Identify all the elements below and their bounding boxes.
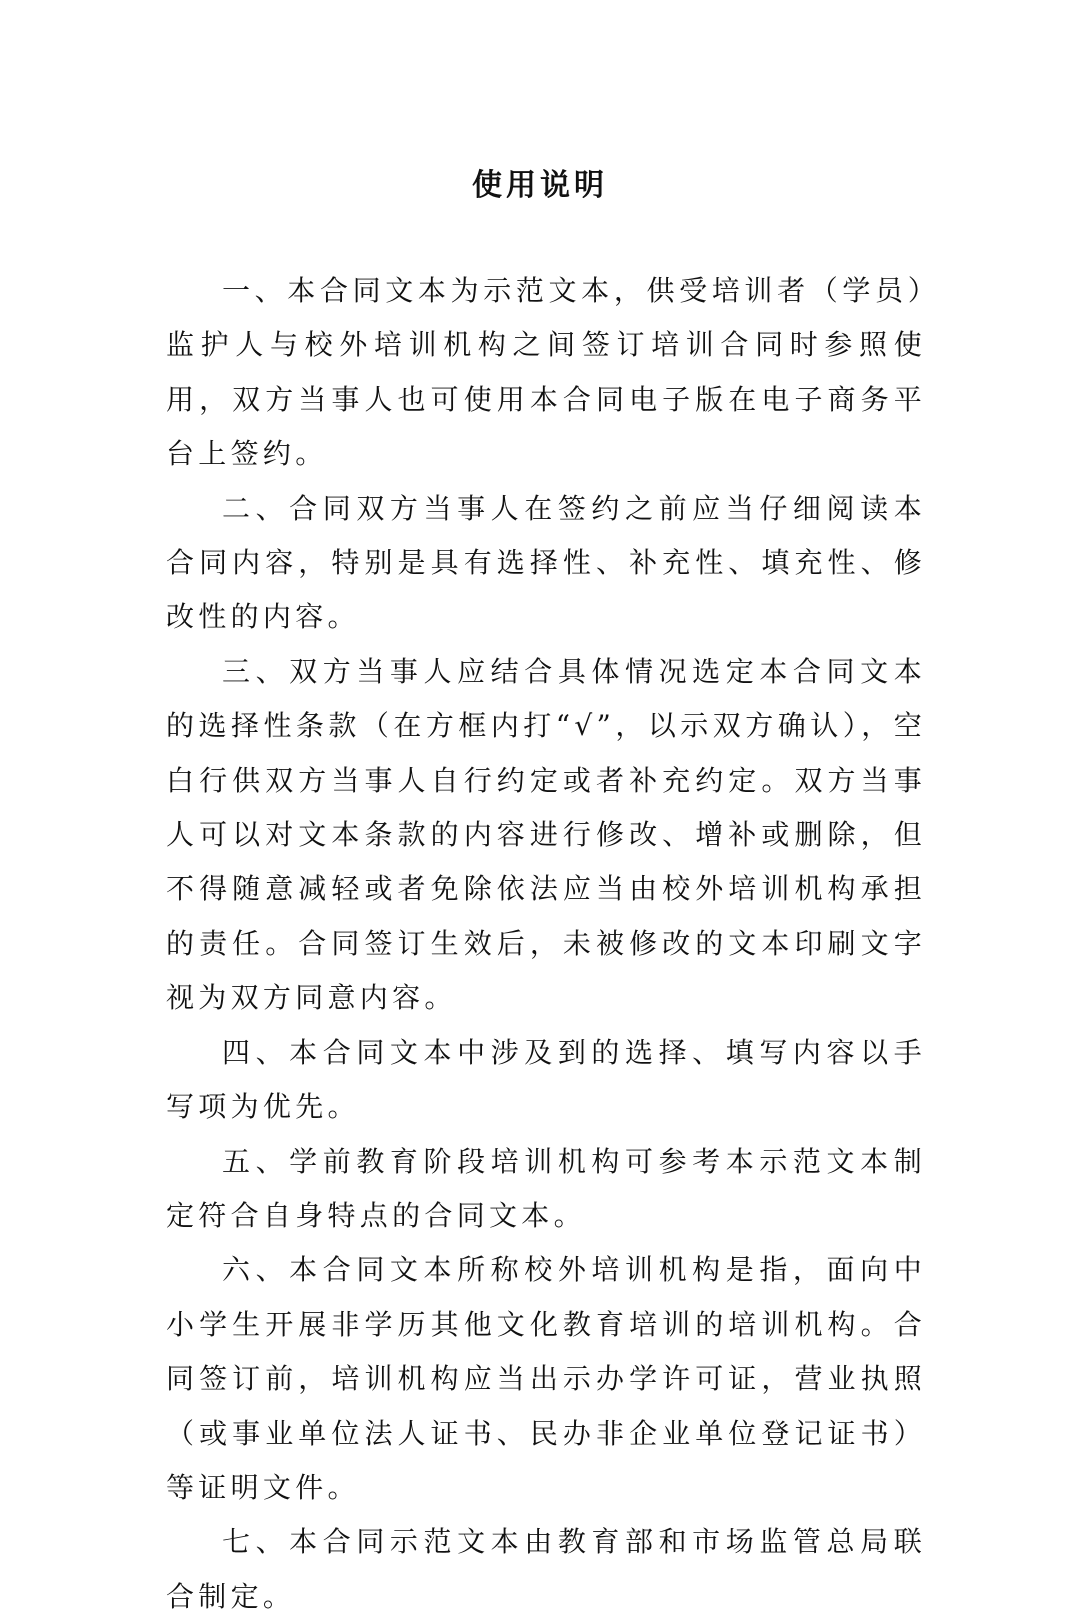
paragraph-1: 一、本合同文本为示范文本，供受培训者（学员）监护人与校外培训机构之间签订培训合同时参照使用，双方当事人也可使用本合同电子版在电子商务平台上签约。 [166, 274, 926, 471]
paragraph-4: 四、本合同文本中涉及到的选择、填写内容以手写项为优先。 [166, 1035, 926, 1124]
paragraph-7: 七、本合同示范文本由教育部和市场监管总局联合制定。 [166, 1525, 926, 1613]
paragraph-6: 六、本合同文本所称校外培训机构是指，面向中小学生开展非学历其他文化教育培训的培训机构。合同签订前，培训机构应当出示办学许可证，营业执照（或事业单位法人证书、民办非企业单位登记证书）等证明文件。 [166, 1253, 926, 1504]
paragraph-3: 三、双方当事人应结合具体情况选定本合同文本的选择性条款（在方框内打“√”，以示双方确认），空白行供双方当事人自行约定或者补充约定。双方当事人可以对文本条款的内容进行修改、增补或删除，但不得随意减轻或者免除依法应当由校外培训机构承担的责任。合同签订生效后，未被修改的文本印刷文字视为双方同意内容。 [166, 654, 926, 1015]
document-title: 使用说明 [472, 168, 608, 203]
paragraph-5: 五、学前教育阶段培训机构可参考本示范文本制定符合自身特点的合同文本。 [166, 1144, 926, 1232]
paragraph-2: 二、合同双方当事人在签约之前应当仔细阅读本合同内容，特别是具有选择性、补充性、填充性、修改性的内容。 [166, 491, 926, 634]
document-body [166, 264, 926, 1624]
